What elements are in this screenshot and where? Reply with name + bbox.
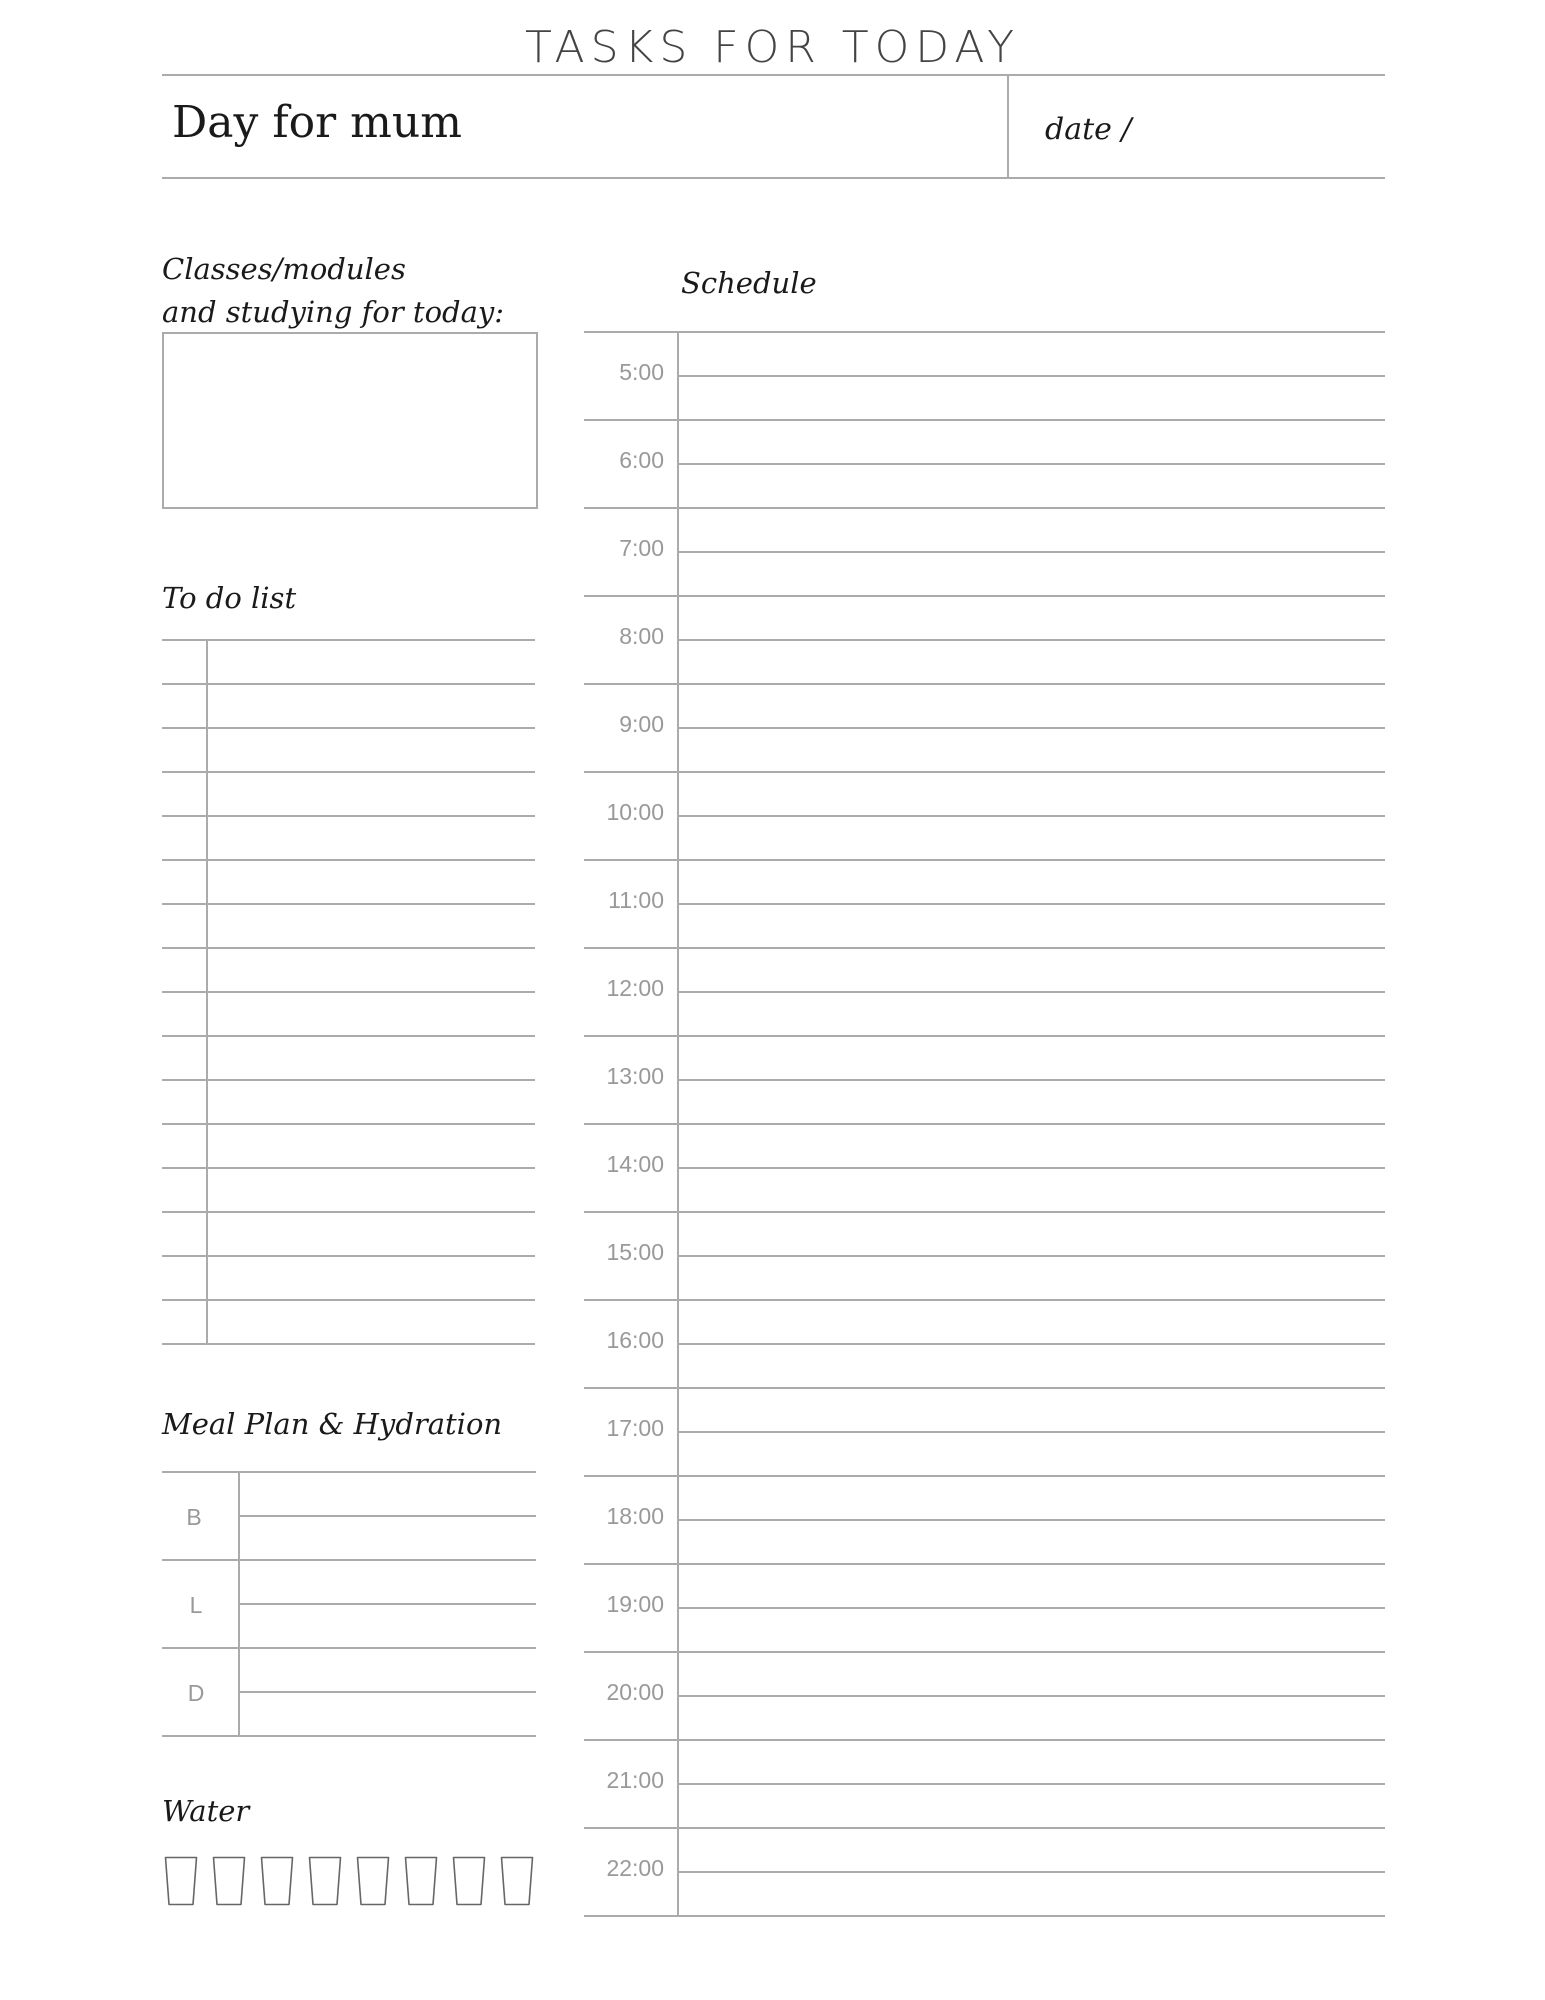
schedule-hour-rule[interactable]: [584, 1739, 1385, 1741]
todo-row-rule[interactable]: [162, 1255, 535, 1257]
schedule-time-divider: [677, 331, 679, 1915]
todo-row-rule[interactable]: [162, 1343, 535, 1345]
todo-checkbox-divider: [206, 639, 208, 1343]
schedule-time-label: 6:00: [619, 447, 664, 473]
todo-row-rule[interactable]: [162, 639, 535, 641]
day-title: Day for mum: [172, 97, 462, 148]
todo-row-rule[interactable]: [162, 1123, 535, 1125]
schedule-half-rule[interactable]: [677, 815, 1385, 817]
water-heading: Water: [162, 1794, 250, 1828]
cup-icon[interactable]: [452, 1856, 486, 1906]
schedule-hour-rule[interactable]: [584, 1299, 1385, 1301]
schedule-time-label: 18:00: [606, 1503, 664, 1529]
todo-row-rule[interactable]: [162, 1167, 535, 1169]
classes-heading-line2: and studying for today:: [162, 295, 505, 329]
schedule-hour-rule[interactable]: [584, 1915, 1385, 1917]
schedule-time-label: 19:00: [606, 1591, 664, 1617]
cup-icon[interactable]: [356, 1856, 390, 1906]
schedule-hour-rule[interactable]: [584, 1035, 1385, 1037]
todo-row-rule[interactable]: [162, 1211, 535, 1213]
schedule-hour-rule[interactable]: [584, 1123, 1385, 1125]
schedule-half-rule[interactable]: [677, 463, 1385, 465]
todo-heading: To do list: [162, 581, 297, 615]
schedule-half-rule[interactable]: [677, 1431, 1385, 1433]
todo-row-rule[interactable]: [162, 1035, 535, 1037]
meal-row-rule[interactable]: [162, 1471, 536, 1473]
schedule-heading: Schedule: [681, 266, 817, 300]
schedule-hour-rule[interactable]: [584, 419, 1385, 421]
meal-label-dinner: D: [187, 1680, 205, 1706]
schedule-time-label: 8:00: [619, 623, 664, 649]
classes-heading: [162, 248, 504, 334]
schedule-hour-rule[interactable]: [584, 947, 1385, 949]
todo-row-rule[interactable]: [162, 903, 535, 905]
schedule-half-rule[interactable]: [677, 727, 1385, 729]
todo-row-rule[interactable]: [162, 1299, 535, 1301]
todo-row-rule[interactable]: [162, 991, 535, 993]
schedule-time-label: 7:00: [619, 535, 664, 561]
meal-label-breakfast: B: [186, 1504, 202, 1530]
schedule-time-label: 16:00: [606, 1327, 664, 1353]
schedule-time-label: 20:00: [606, 1679, 664, 1705]
header-bottom-rule: [162, 177, 1385, 179]
header-top-rule: [162, 74, 1385, 76]
schedule-time-label: 15:00: [606, 1239, 664, 1265]
schedule-half-rule[interactable]: [677, 639, 1385, 641]
schedule-time-label: 14:00: [606, 1151, 664, 1177]
schedule-hour-rule[interactable]: [584, 1211, 1385, 1213]
schedule-half-rule[interactable]: [677, 903, 1385, 905]
todo-row-rule[interactable]: [162, 1079, 535, 1081]
schedule-half-rule[interactable]: [677, 991, 1385, 993]
todo-row-rule[interactable]: [162, 683, 535, 685]
todo-row-rule[interactable]: [162, 947, 535, 949]
schedule-half-rule[interactable]: [677, 1343, 1385, 1345]
todo-row-rule[interactable]: [162, 727, 535, 729]
meal-row-rule[interactable]: [162, 1647, 536, 1649]
schedule-hour-rule[interactable]: [584, 595, 1385, 597]
schedule-half-rule[interactable]: [677, 551, 1385, 553]
meal-label-divider: [238, 1471, 240, 1735]
classes-heading-line1: Classes/modules: [162, 252, 406, 286]
schedule-hour-rule[interactable]: [584, 1827, 1385, 1829]
schedule-half-rule[interactable]: [677, 1695, 1385, 1697]
schedule-hour-rule[interactable]: [584, 507, 1385, 509]
schedule-half-rule[interactable]: [677, 375, 1385, 377]
schedule-half-rule[interactable]: [677, 1783, 1385, 1785]
page-title: TASKS FOR TODAY: [525, 22, 1020, 73]
todo-row-rule[interactable]: [162, 771, 535, 773]
schedule-time-label: 17:00: [606, 1415, 664, 1441]
schedule-hour-rule[interactable]: [584, 859, 1385, 861]
schedule-hour-rule[interactable]: [584, 1563, 1385, 1565]
cup-icon[interactable]: [308, 1856, 342, 1906]
schedule-half-rule[interactable]: [677, 1255, 1385, 1257]
schedule-time-label: 5:00: [619, 359, 664, 385]
schedule-hour-rule[interactable]: [584, 771, 1385, 773]
classes-box[interactable]: [162, 332, 538, 509]
cup-icon[interactable]: [260, 1856, 294, 1906]
schedule-time-label: 11:00: [608, 887, 664, 913]
schedule-time-label: 21:00: [606, 1767, 664, 1793]
date-field[interactable]: date /: [1045, 112, 1132, 147]
cup-icon[interactable]: [212, 1856, 246, 1906]
schedule-hour-rule[interactable]: [584, 1475, 1385, 1477]
schedule-hour-rule[interactable]: [584, 1651, 1385, 1653]
schedule-half-rule[interactable]: [677, 1167, 1385, 1169]
meal-label-lunch: L: [189, 1592, 203, 1618]
meal-half-rule[interactable]: [238, 1691, 536, 1693]
meal-row-rule[interactable]: [162, 1559, 536, 1561]
todo-row-rule[interactable]: [162, 859, 535, 861]
meal-half-rule[interactable]: [238, 1603, 536, 1605]
schedule-hour-rule[interactable]: [584, 1387, 1385, 1389]
schedule-half-rule[interactable]: [677, 1519, 1385, 1521]
todo-row-rule[interactable]: [162, 815, 535, 817]
schedule-time-label: 12:00: [606, 975, 664, 1001]
cup-icon[interactable]: [500, 1856, 534, 1906]
meal-half-rule[interactable]: [238, 1515, 536, 1517]
schedule-half-rule[interactable]: [677, 1871, 1385, 1873]
schedule-time-label: 22:00: [606, 1855, 664, 1881]
schedule-time-label: 9:00: [619, 711, 664, 737]
meal-heading: Meal Plan & Hydration: [162, 1407, 503, 1441]
schedule-time-label: 13:00: [606, 1063, 664, 1089]
schedule-time-label: 10:00: [606, 799, 664, 825]
header-divider: [1007, 74, 1009, 177]
schedule-hour-rule[interactable]: [584, 683, 1385, 685]
meal-row-rule[interactable]: [162, 1735, 536, 1737]
cup-icon[interactable]: [164, 1856, 198, 1906]
schedule-half-rule[interactable]: [677, 1079, 1385, 1081]
schedule-half-rule[interactable]: [677, 1607, 1385, 1609]
schedule-top-rule: [584, 331, 1385, 333]
cup-icon[interactable]: [404, 1856, 438, 1906]
